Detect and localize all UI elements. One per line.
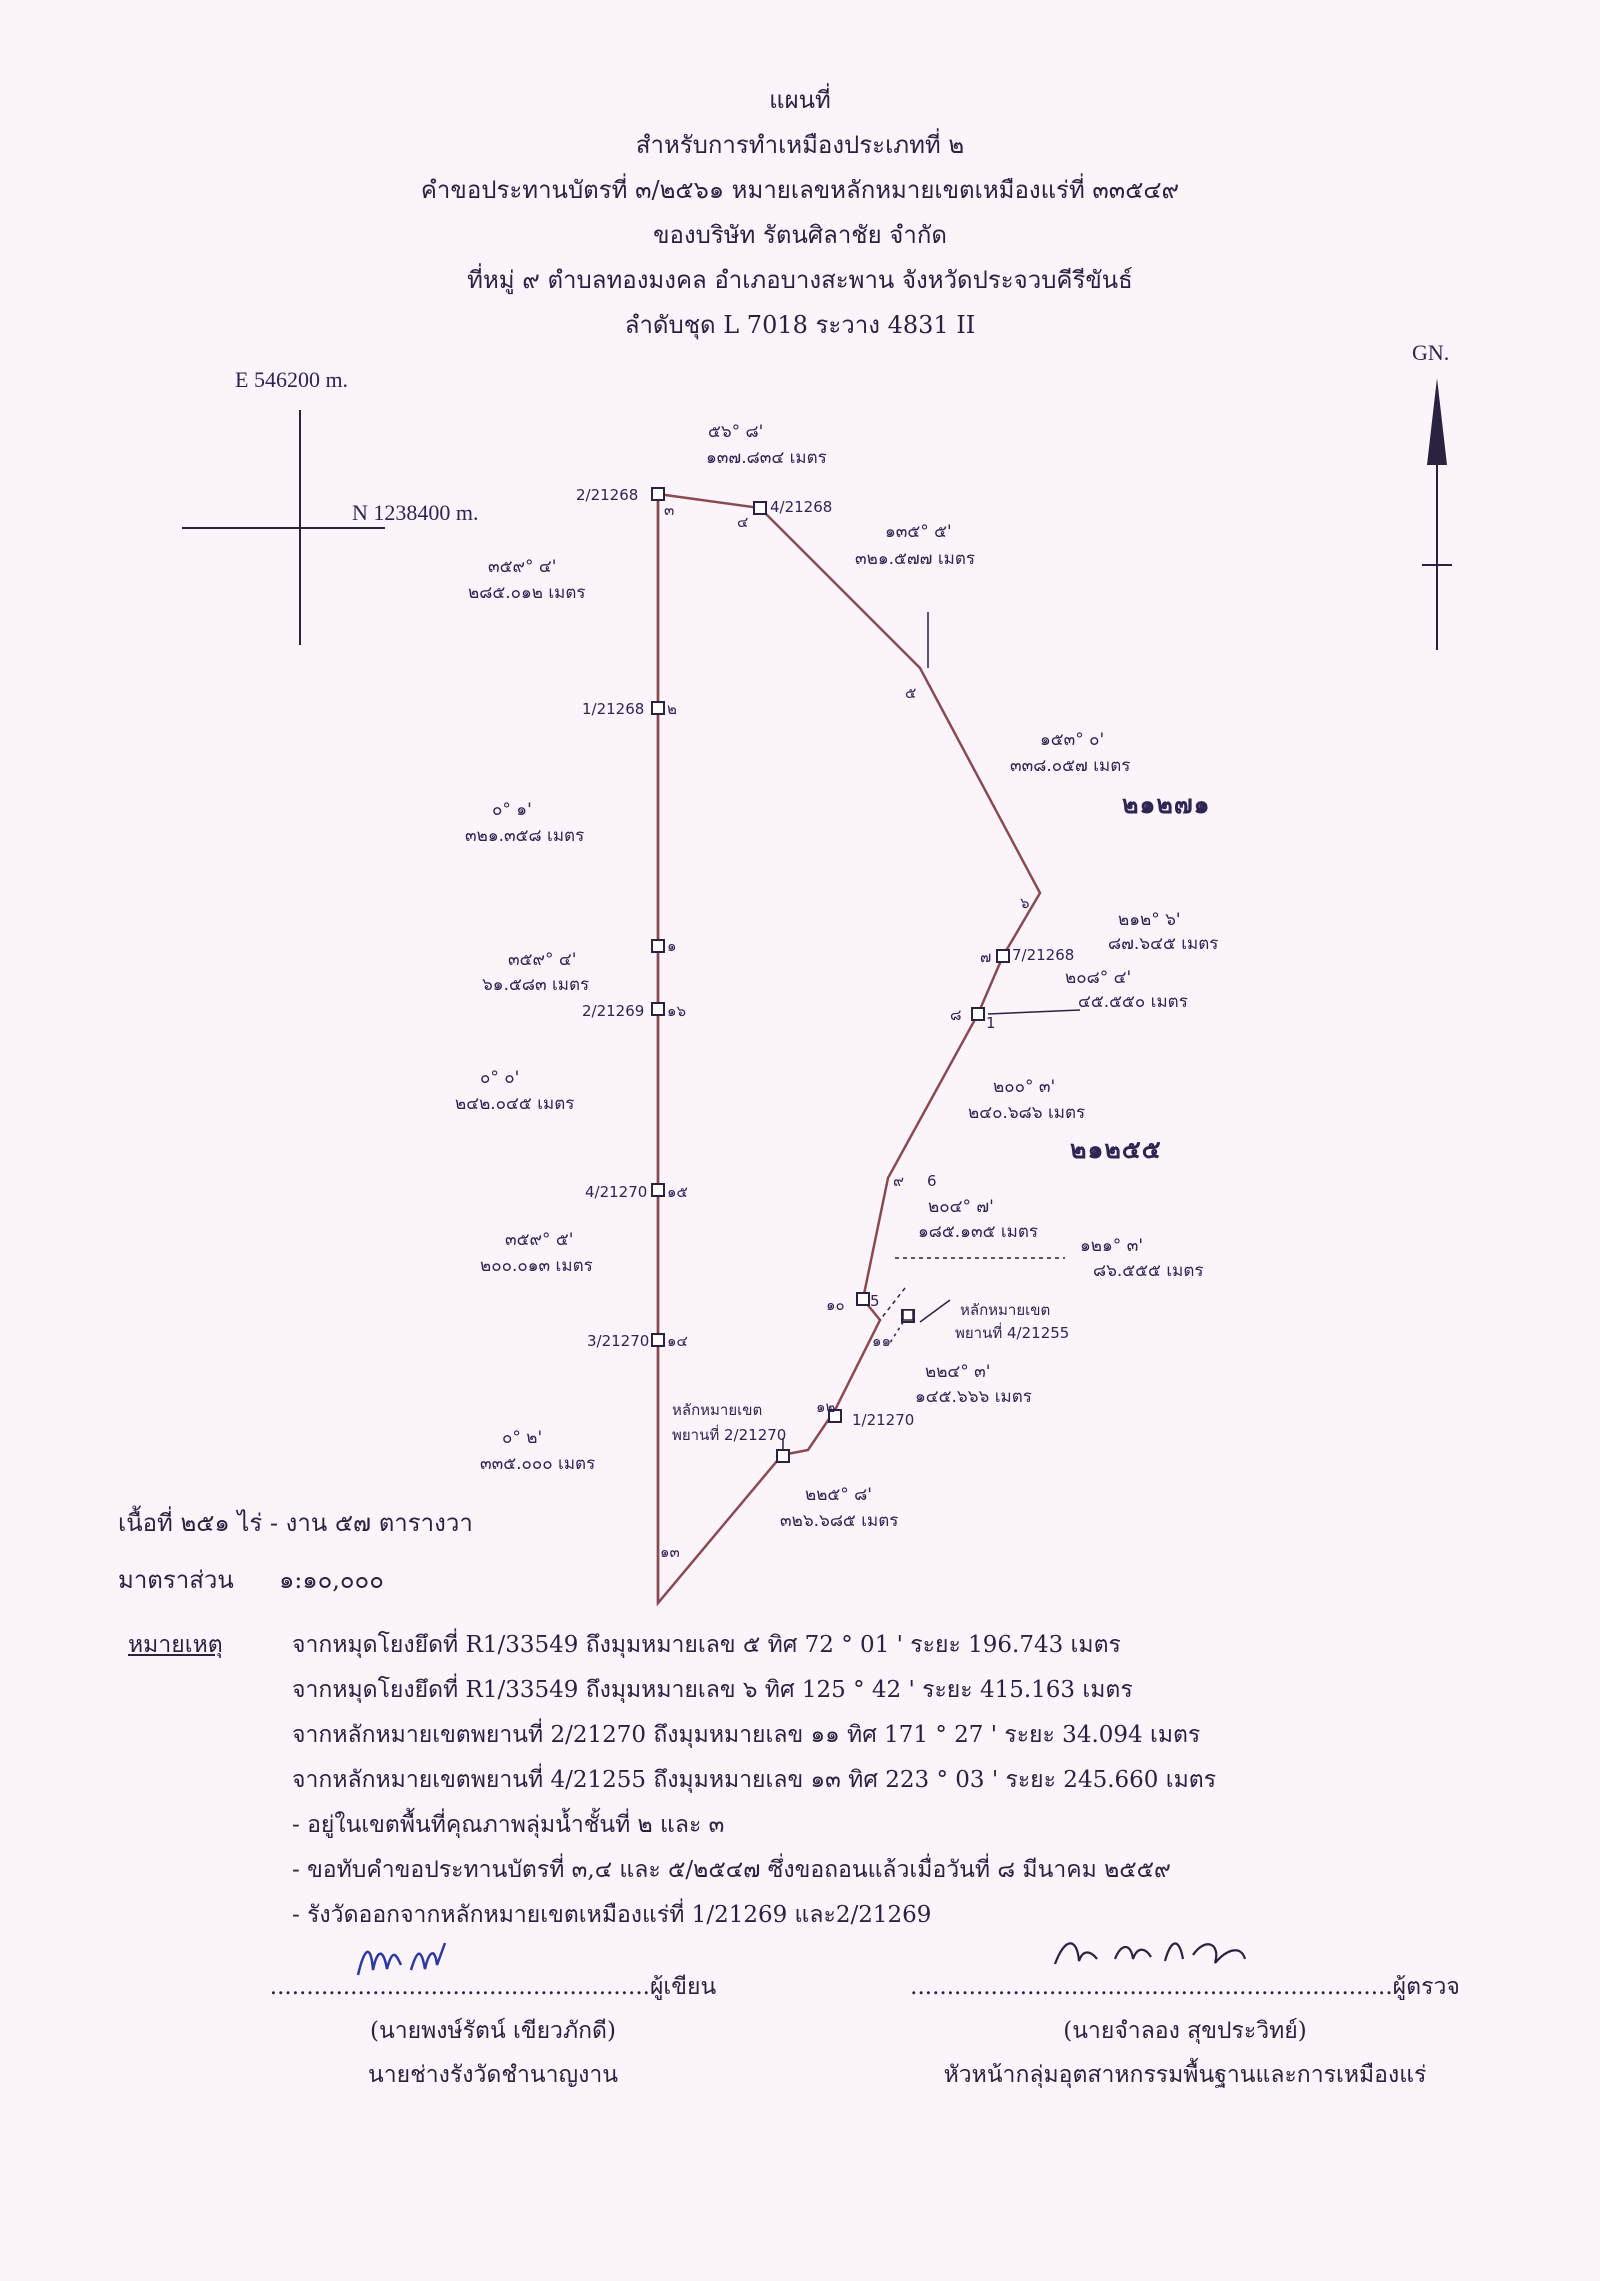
marker-box <box>652 702 664 714</box>
bearing-distance: ๓๓๕.๐๐๐ เมตร <box>480 1454 596 1474</box>
bearing-distance: ๘๗.๖๔๕ เมตร <box>1108 934 1219 954</box>
witness-label-line2: พยานที่ 2/21270 <box>672 1426 787 1444</box>
marker-id: 4/21270 <box>585 1183 648 1201</box>
marker-id: 1/21268 <box>582 700 645 718</box>
witness-marker-4-21255 <box>903 1301 1069 1342</box>
bearing-angle: ๐° ๒' <box>502 1428 543 1448</box>
inspector-signature-block <box>880 1965 1490 2097</box>
bearing-distance: ๓๒๑.๕๗๗ เมตร <box>855 549 976 569</box>
bearing-distance: ๒๔๐.๖๘๖ เมตร <box>968 1103 1086 1123</box>
map-title: แผนที่ <box>769 86 831 114</box>
bearing-distance: ๒๔๒.๐๔๕ เมตร <box>455 1094 575 1114</box>
witness-label-line2: พยานที่ 4/21255 <box>955 1324 1070 1342</box>
bearing-angle: ๕๖° ๘' <box>708 422 764 442</box>
inspector-role: ผู้ตรวจ <box>1392 1974 1460 2000</box>
bearing-labels <box>455 422 1218 1531</box>
notes-section <box>128 1623 1216 1938</box>
witness-label-line1: หลักหมายเขต <box>672 1401 763 1419</box>
inspector-signature <box>1045 1929 1285 1984</box>
marker-box <box>777 1450 789 1462</box>
location-line: ที่หมู่ ๙ ตำบลทองมงคล อำเภอบางสะพาน จังหวัดประจวบคีรีขันธ์ <box>467 266 1133 294</box>
bearing-distance: ๒๐๐.๐๑๓ เมตร <box>480 1256 593 1276</box>
bearing-angle: ๒๒๕° ๘' <box>805 1485 872 1505</box>
bearing-angle: ๓๕๙° ๔' <box>508 950 577 970</box>
bearing-angle: ๒๑๒° ๖' <box>1118 910 1181 930</box>
note-item: - ขอทับคำขอประทานบัตรที่ ๓,๔ และ ๕/๒๕๔๗ ซึ่งขอถอนแล้วเมื่อวันที่ ๘ มีนาคม ๒๕๕๙ <box>292 1857 1171 1883</box>
bearing-distance: ๔๕.๕๕๐ เมตร <box>1078 992 1188 1012</box>
marker-number: ๑๔ <box>667 1332 688 1350</box>
marker-box <box>754 502 766 514</box>
scale-value: ๑:๑๐,๐๐๐ <box>279 1566 384 1594</box>
north-arrow-label: GN. <box>1412 340 1450 365</box>
bearing-distance: ๑๘๕.๑๓๕ เมตร <box>918 1222 1039 1242</box>
note-item: จากหมุดโยงยึดที่ R1/33549 ถึงมุมหมายเลข ๕ ทิศ 72 ° 01 ' ระยะ 196.743 เมตร <box>292 1632 1121 1658</box>
bearing-angle: ๐° ๑' <box>492 800 532 820</box>
adjacent-area-21255: ๒๑๒๕๕ <box>1070 1135 1162 1164</box>
marker-number: ๙ <box>893 1172 904 1190</box>
marker-number: ๓ <box>664 501 675 519</box>
marker-box <box>857 1293 869 1305</box>
marker-number: ๖ <box>1020 894 1030 912</box>
marker-id: 1 <box>986 1014 996 1032</box>
inspector-name: (นายจำลอง สุขประวิทย์) <box>1063 2018 1307 2044</box>
bearing-angle: ๒๒๔° ๓' <box>925 1362 991 1382</box>
marker-id: 3/21270 <box>587 1332 650 1350</box>
bearing-distance: ๑๔๕.๖๖๖ เมตร <box>915 1387 1032 1407</box>
area-text: เนื้อที่ ๒๕๑ ไร่ - งาน ๕๗ ตารางวา <box>118 1509 473 1537</box>
north-arrow <box>1412 340 1452 650</box>
writer-role: ผู้เขียน <box>649 1974 717 2000</box>
marker-id: 5 <box>870 1292 880 1310</box>
note-item: จากหลักหมายเขตพยานที่ 2/21270 ถึงมุมหมายเลข ๑๑ ทิศ 171 ° 27 ' ระยะ 34.094 เมตร <box>292 1722 1201 1748</box>
writer-name: (นายพงษ์รัตน์ เขียวภักดี) <box>370 2018 616 2044</box>
notes-list <box>128 1623 1216 1938</box>
bearing-angle: ๒๐๔° ๗' <box>928 1197 994 1217</box>
marker-id: 7/21268 <box>1012 946 1075 964</box>
adjacent-area-21271: ๒๑๒๗๑ <box>1122 790 1211 819</box>
mining-type-line: สำหรับการทำเหมืองประเภทที่ ๒ <box>635 131 965 159</box>
bearing-angle: ๓๕๙° ๕' <box>505 1230 574 1250</box>
note-item: จากหลักหมายเขตพยานที่ 4/21255 ถึงมุมหมายเลข ๑๓ ทิศ 223 ° 03 ' ระยะ 245.660 เมตร <box>292 1767 1217 1793</box>
marker-box <box>997 950 1009 962</box>
marker-number: ๑ <box>667 937 677 955</box>
coordinate-cross <box>182 410 385 645</box>
scale-row <box>118 1560 384 1599</box>
note-item: - อยู่ในเขตพื้นที่คุณภาพลุ่มน้ำชั้นที่ ๒ และ ๓ <box>292 1812 725 1838</box>
bearing-angle: ๐° ๐' <box>480 1068 520 1088</box>
notes-label: หมายเหตุ <box>128 1632 223 1658</box>
writer-signature-block <box>258 1965 728 2097</box>
bearing-angle: ๓๕๙° ๔' <box>488 557 557 577</box>
witness-marker-2-21270 <box>672 1401 786 1444</box>
writer-title: นายช่างรังวัดชำนาญงาน <box>368 2062 618 2088</box>
marker-number: ๑๕ <box>667 1183 688 1201</box>
bearing-distance: ๓๒๖.๖๘๕ เมตร <box>780 1511 899 1531</box>
bearing-distance: ๓๒๑.๓๕๘ เมตร <box>465 826 585 846</box>
bearing-angle: ๑๓๕° ๕' <box>885 522 952 542</box>
bearing-angle: ๑๕๓° ๐' <box>1040 730 1105 750</box>
marker-number: ๒ <box>667 700 677 718</box>
marker-number: ๑๐ <box>826 1296 845 1314</box>
bearing-distance: ๘๖.๕๕๕ เมตร <box>1093 1261 1204 1281</box>
marker-number: ๕ <box>905 684 917 702</box>
marker-number: ๑๓ <box>660 1543 680 1561</box>
marker-number: ๗ <box>980 948 992 966</box>
boundary-markers <box>652 488 1009 1462</box>
note-item: - รังวัดออกจากหลักหมายเขตเหมืองแร่ที่ 1/21269 และ2/21269 <box>292 1902 932 1928</box>
inspector-title: หัวหน้ากลุ่มอุตสาหกรรมพื้นฐานและการเหมืองแร่ <box>943 2062 1427 2088</box>
bearing-distance: ๑๓๗.๘๓๔ เมตร <box>706 448 827 468</box>
writer-line: ....................................................ผู้เขียน <box>269 1974 717 2000</box>
bearing-distance: ๒๘๕.๐๑๒ เมตร <box>468 583 586 603</box>
marker-id: 6 <box>927 1172 937 1190</box>
bearing-distance: ๖๑.๕๘๓ เมตร <box>482 975 590 995</box>
map-series-line: ลำดับชุด L 7018 ระวาง 4831 II <box>624 311 976 339</box>
marker-box <box>652 1184 664 1196</box>
marker-number: ๘ <box>950 1006 962 1024</box>
north-arrow-head <box>1427 378 1447 465</box>
bearing-distance: ๓๓๘.๐๕๗ เมตร <box>1010 756 1131 776</box>
bearing-angle: ๒๐๐° ๓' <box>993 1077 1056 1097</box>
bearing-angle: ๑๒๑° ๓' <box>1080 1236 1143 1256</box>
note-item: จากหมุดโยงยึดที่ R1/33549 ถึงมุมหมายเลข ๖ ทิศ 125 ° 42 ' ระยะ 415.163 เมตร <box>292 1677 1133 1703</box>
marker-id: 1/21270 <box>852 1411 915 1429</box>
marker-box <box>652 940 664 952</box>
marker-box <box>652 488 664 500</box>
easting-label: E 546200 m. <box>235 367 349 392</box>
concession-request-line: คำขอประทานบัตรที่ ๓/๒๕๖๑ หมายเลขหลักหมายเขตเหมืองแร่ที่ ๓๓๕๔๙ <box>420 176 1180 204</box>
marker-box <box>652 1003 664 1015</box>
writer-signature <box>353 1935 503 1985</box>
bearing-angle: ๒๐๘° ๔' <box>1065 968 1132 988</box>
northing-label: N 1238400 m. <box>352 500 479 525</box>
marker-id: 2/21268 <box>576 486 639 504</box>
witness-label-line1: หลักหมายเขต <box>960 1301 1051 1319</box>
marker-box <box>972 1008 984 1020</box>
marker-number: ๑๖ <box>667 1002 687 1020</box>
inspector-line: ..................................................................ผู้ตรวจ <box>910 1974 1460 2000</box>
marker-box <box>652 1334 664 1346</box>
marker-number: ๔ <box>737 513 749 531</box>
marker-number: ๑๒ <box>816 1398 836 1416</box>
company-line: ของบริษัท รัตนศิลาชัย จำกัด <box>653 221 947 249</box>
marker-id: 2/21269 <box>582 1002 645 1020</box>
marker-id: 4/21268 <box>770 498 833 516</box>
marker-number: ๑๑ <box>872 1332 892 1350</box>
scale-label: มาตราส่วน <box>118 1566 234 1594</box>
